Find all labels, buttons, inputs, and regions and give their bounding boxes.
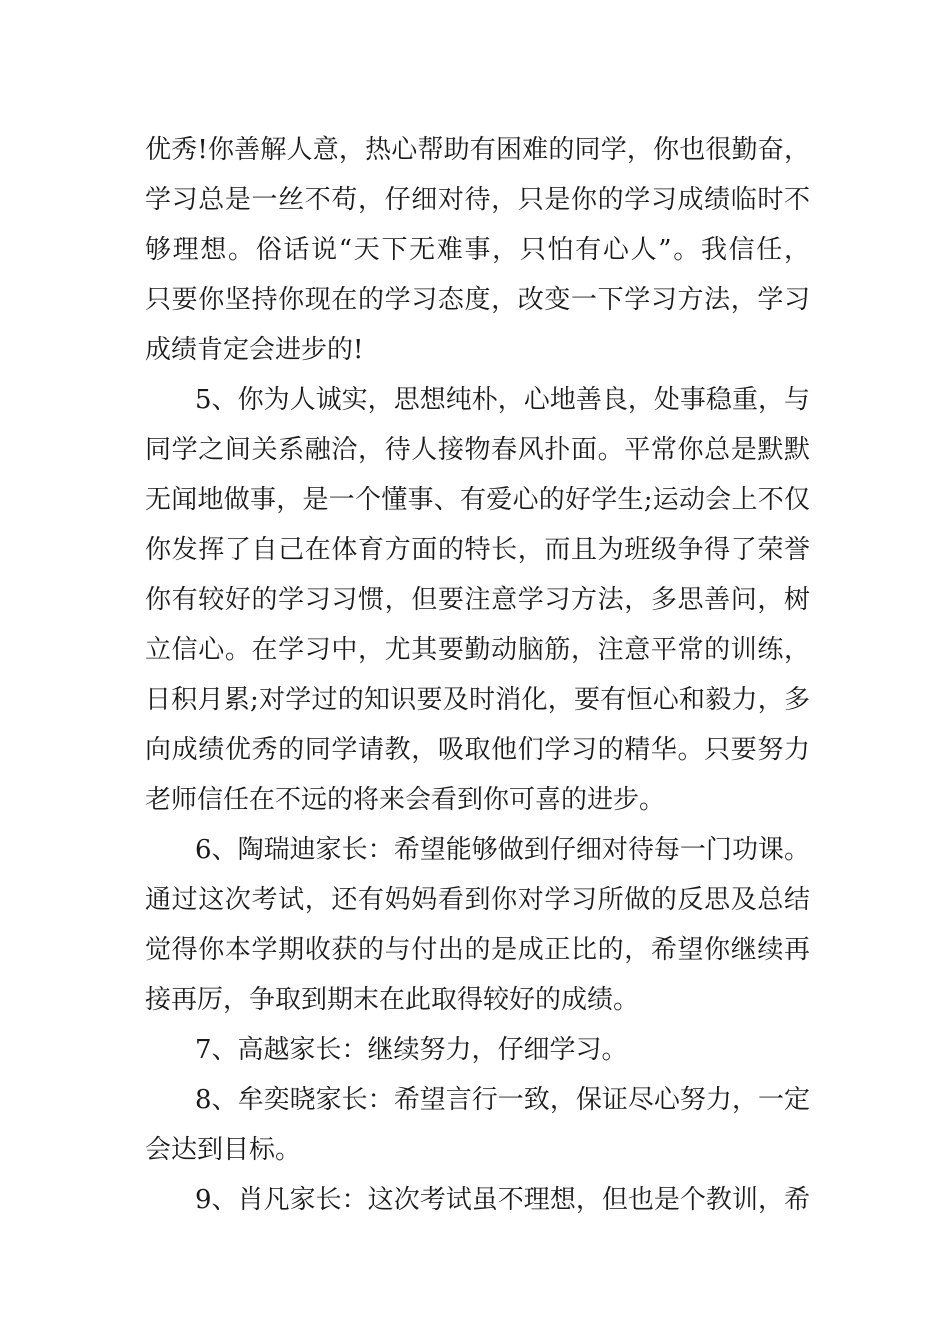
text-line-17: 觉得你本学期收获的与付出的是成正比的，希望你继续再 [145,935,811,965]
text-line-12: 日积月累;对学过的知识要及时消化，要有恒心和毅力，多 [145,685,811,715]
text-line-10: 你有较好的学习习惯，但要注意学习方法，多思善问，树 [145,585,811,615]
text-line-11: 立信心。在学习中，尤其要勤动脑筋，注意平常的训练， [145,635,811,665]
paragraph-9-start: 9、肖凡家长：这次考试虽不理想，但也是个教训，希 [195,1185,811,1215]
text-line-13: 向成绩优秀的同学请教，吸取他们学习的精华。只要努力 [145,735,811,765]
text-line-18: 接再厉，争取到期末在此取得较好的成绩。 [145,985,640,1015]
paragraph-5-start: 5、你为人诚实，思想纯朴，心地善良，处事稳重，与 [195,385,811,415]
text-line-8: 无闻地做事，是一个懂事、有爱心的好学生;运动会上不仅 [145,485,811,515]
text-line-16: 通过这次考试，还有妈妈看到你对学习所做的反思及总结 [145,885,811,915]
text-line-3: 够理想。俗话说“天下无难事，只怕有心人”。我信任， [145,235,812,265]
paragraph-7-start: 7、高越家长：继续努力，仔细学习。 [195,1035,628,1065]
text-line-7: 同学之间关系融洽，待人接物春风扑面。平常你总是默默 [145,435,811,465]
text-line-14: 老师信任在不远的将来会看到你可喜的进步。 [145,785,666,815]
text-line-2: 学习总是一丝不苟，仔细对待，只是你的学习成绩临时不 [145,185,811,215]
text-line-4: 只要你坚持你现在的学习态度，改变一下学习方法，学习 [145,285,811,315]
text-line-5: 成绩肯定会进步的! [145,335,364,365]
text-line-1: 优秀!你善解人意，热心帮助有困难的同学，你也很勤奋， [145,135,811,165]
paragraph-8-start: 8、牟奕晓家长：希望言行一致，保证尽心努力，一定 [195,1085,811,1115]
text-line-9: 你发挥了自己在体育方面的特长，而且为班级争得了荣誉 [145,535,811,565]
text-line-21: 会达到目标。 [145,1135,302,1165]
paragraph-6-start: 6、陶瑞迪家长：希望能够做到仔细对待每一门功课。 [195,835,811,865]
